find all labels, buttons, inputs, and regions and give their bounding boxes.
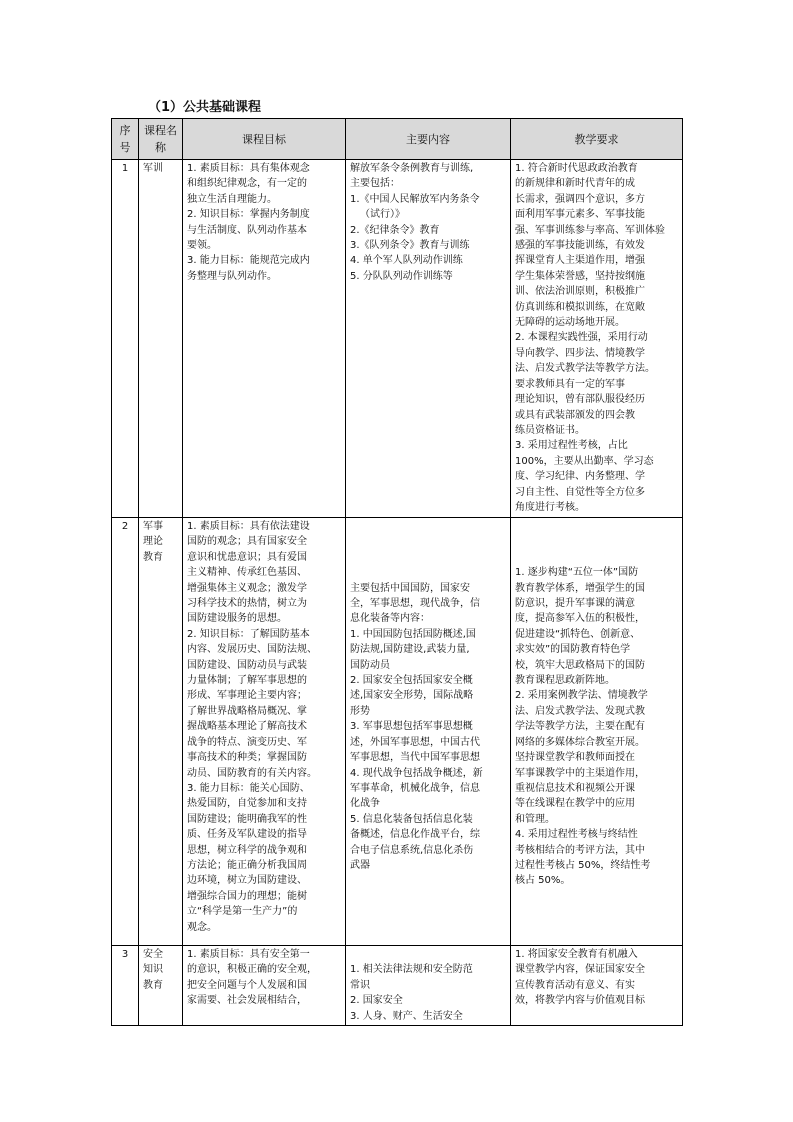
text-line: 3. 采用过程性考核，占比 xyxy=(515,440,628,452)
text-line: 等在线课程在教学中的应用 xyxy=(515,798,635,810)
text-line xyxy=(350,947,506,962)
text-line: 2. 知识目标：了解国防基本 xyxy=(187,628,310,640)
text-line: 100%，主要从出勤率、学习态 xyxy=(515,455,654,467)
text-line: 边环境，树立为国防建设、 xyxy=(187,875,307,887)
text-line: 3. 能力目标：能关心国防、 xyxy=(187,782,310,794)
text-line: 强、军事训练参与率高、军训体验 xyxy=(515,224,665,236)
text-line: 增强集体主义观念；激发学 xyxy=(187,582,307,594)
text-line: 促进建设“抓特色、创新意、 xyxy=(515,628,641,640)
row-number: 3 xyxy=(112,946,139,1026)
text-line: 形成、军事理论主要内容； xyxy=(187,690,307,702)
text-line: 主要包括： xyxy=(350,178,400,190)
text-line: 息化装备等内容： xyxy=(350,613,430,625)
header-name: 课程名称 xyxy=(139,119,183,160)
text-line: 5. 信息化装备包括信息化装 xyxy=(350,813,473,825)
text-line: 2. 知识目标：掌握内务制度 xyxy=(187,209,310,221)
text-line: 主义精神、传承红色基因、 xyxy=(187,567,307,579)
text-line: 增强综合国力的理想；能树 xyxy=(187,890,307,902)
course-table xyxy=(111,118,683,1026)
course-name-line: 理论 xyxy=(143,536,163,548)
main-content-cell xyxy=(346,160,511,518)
text-line: 2.《纪律条令》教育 xyxy=(350,224,440,236)
text-line: 独立生活自理能力。 xyxy=(187,193,277,205)
text-line: 握战略基本理论了解高技术 xyxy=(187,721,307,733)
text-line: 内容、发展历史、国防法规、 xyxy=(187,644,317,656)
text-line: 2. 国家安全 xyxy=(350,995,403,1007)
text-line: 训、依法治训原则，积极推广 xyxy=(515,286,645,298)
text-line: 了解世界战略格局概况、掌 xyxy=(187,705,307,717)
text-line: 国防建设、国防动员与武装 xyxy=(187,659,307,671)
text-line: 质、任务及军队建设的指导 xyxy=(187,829,307,841)
text-line: 解放军条令条例教育与训练, xyxy=(350,163,474,174)
text-line xyxy=(515,550,678,565)
text-line: 无障碍的运动场地开展。 xyxy=(515,317,625,329)
text-line: 教育课程思政新阵地。 xyxy=(515,675,615,687)
text-line: 重视信息技术和视频公开课 xyxy=(515,782,635,794)
table-row xyxy=(112,160,683,518)
text-line: 学生集体荣誉感，坚持按纲施 xyxy=(515,270,645,282)
text-line: 思想，树立科学的战争观和 xyxy=(187,844,307,856)
text-line: 坚持课堂教学和教师面授在 xyxy=(515,752,635,764)
text-line: 和组织纪律观念，有一定的 xyxy=(187,178,307,190)
text-line: 校，筑牢大思政格局下的国防 xyxy=(515,659,645,671)
header-no: 序号 xyxy=(112,119,139,160)
text-line xyxy=(350,550,506,565)
text-line: 挥课堂育人主渠道作用，增强 xyxy=(515,255,645,267)
text-line: 习科学技术的热情，树立为 xyxy=(187,598,307,610)
text-line: 立“科学是第一生产力”的 xyxy=(187,906,298,918)
text-line: 务整理与队列动作。 xyxy=(187,270,277,282)
text-line: 宣传教育活动有意义、有实 xyxy=(515,979,635,991)
teaching-requirements-cell xyxy=(511,518,683,946)
text-line xyxy=(515,519,678,534)
table-row xyxy=(112,518,683,946)
text-line: 4. 采用过程性考核与终结性 xyxy=(515,829,638,841)
text-line: 3. 人身、财产、生活安全 xyxy=(350,1010,463,1022)
text-line: 角度进行考核。 xyxy=(515,501,585,513)
course-name-line: 军训 xyxy=(143,163,163,174)
text-line: 3. 军事思想包括军事思想概 xyxy=(350,721,473,733)
text-line xyxy=(350,565,506,580)
text-line: 过程性考核占 50%，终结性考 xyxy=(515,859,651,871)
course-name-line: 安全 xyxy=(143,949,163,960)
text-line: 学法等教学方法，主要在配有 xyxy=(515,721,645,733)
text-line: 国防建设；能明确我军的性 xyxy=(187,813,307,825)
text-line: 要领。 xyxy=(187,240,217,252)
header-requirements: 教学要求 xyxy=(511,119,683,160)
text-line: 动员、国防教育的有关内容。 xyxy=(187,767,317,779)
text-line: 常识 xyxy=(350,979,370,991)
text-line: 观念。 xyxy=(187,921,217,933)
header-content: 主要内容 xyxy=(346,119,511,160)
course-name xyxy=(139,946,183,1026)
text-line: 2. 本课程实践性强，采用行动 xyxy=(515,332,648,344)
text-line: 军事革命，机械化战争，信息 xyxy=(350,782,480,794)
text-line: 防意识，提升军事课的满意 xyxy=(515,598,635,610)
text-line: 1. 素质目标：具有安全第一 xyxy=(187,949,310,960)
text-line: 方法论；能正确分析我国周 xyxy=(187,859,307,871)
text-line: 导向教学、四步法、情境教学 xyxy=(515,347,645,359)
course-name-line: 知识 xyxy=(143,964,163,976)
text-line xyxy=(350,519,506,534)
text-line: 战争的特点、演变历史、军 xyxy=(187,736,307,748)
text-line: 感强的军事技能训练，有效发 xyxy=(515,240,645,252)
text-line: 1. 相关法律法规和安全防范 xyxy=(350,964,473,976)
text-line: 1. 中国国防包括国防概述,国 xyxy=(350,628,476,640)
text-line: 国防建设服务的思想。 xyxy=(187,613,287,625)
text-line: 法、启发式教学法等教学方法。 xyxy=(515,363,655,375)
text-line: 备概述，信息化作战平台，综 xyxy=(350,829,480,841)
text-line: 3.《队列条令》教育与训练 xyxy=(350,240,470,252)
text-line: 和管理。 xyxy=(515,813,555,825)
row-number: 2 xyxy=(112,518,139,946)
text-line: 要求教师具有一定的军事 xyxy=(515,378,625,390)
text-line: （试行）》 xyxy=(360,209,405,221)
text-line: 考核相结合的考评方法，其中 xyxy=(515,844,645,856)
text-line xyxy=(515,534,678,549)
text-line: 理论知识，曾有部队服役经历 xyxy=(515,394,645,406)
section-title: （1）公共基础课程 xyxy=(148,100,262,115)
text-line: 意识和忧患意识；具有爱国 xyxy=(187,551,307,563)
text-line: 把安全问题与个人发展和国 xyxy=(187,979,307,991)
text-line: 面利用军事元素多、军事技能 xyxy=(515,209,645,221)
text-line: 或具有武装部颁发的四会教 xyxy=(515,409,635,421)
text-line: 武器 xyxy=(350,859,370,871)
text-line: 网络的多媒体综合教室开展。 xyxy=(515,736,645,748)
teaching-requirements-cell xyxy=(511,160,683,518)
text-line: 3. 能力目标：能规范完成内 xyxy=(187,255,310,267)
header-row xyxy=(112,119,683,160)
text-line: 国防动员 xyxy=(350,659,390,671)
text-line: 力量体制；了解军事思想的 xyxy=(187,675,307,687)
text-line: 1. 符合新时代思政政治教育 xyxy=(515,163,638,174)
text-line: 1. 将国家安全教育有机融入 xyxy=(515,949,638,960)
course-name-line: 教育 xyxy=(143,551,163,563)
course-name-line: 教育 xyxy=(143,979,163,991)
teaching-requirements-cell xyxy=(511,946,683,1026)
text-line: 1.《中国人民解放军内务条令 xyxy=(350,193,480,205)
course-goals-cell xyxy=(183,518,346,946)
text-line: 述,国家安全形势，国际战略 xyxy=(350,690,474,702)
text-line: 法、启发式教学法、发现式教 xyxy=(515,705,645,717)
text-line: 述，外国军事思想，中国古代 xyxy=(350,736,480,748)
text-line: 军事课教学中的主渠道作用， xyxy=(515,767,645,779)
text-line: 合电子信息系统,信息化杀伤 xyxy=(350,844,474,856)
text-line: 求实效”的国防教育特色学 xyxy=(515,644,631,656)
text-line: 形势 xyxy=(350,705,370,717)
text-line: 习自主性、自觉性等全方位多 xyxy=(515,486,645,498)
text-line: 家需要、社会发展相结合， xyxy=(187,995,307,1007)
text-line: 防法规,国防建设,武装力量, xyxy=(350,644,470,656)
main-content-cell xyxy=(346,518,511,946)
text-line: 度，提高参军入伍的积极性， xyxy=(515,613,645,625)
text-line: 1. 素质目标：具有依法建设 xyxy=(187,521,310,532)
text-line: 核占 50%。 xyxy=(515,875,571,887)
header-goals: 课程目标 xyxy=(183,119,346,160)
course-name xyxy=(139,160,183,518)
text-line: 度、学习纪律、内务整理、学 xyxy=(515,471,645,483)
course-name xyxy=(139,518,183,946)
row-number: 1 xyxy=(112,160,139,518)
text-line: 国防的观念；具有国家安全 xyxy=(187,536,307,548)
main-content-cell xyxy=(346,946,511,1026)
course-goals-cell xyxy=(183,946,346,1026)
text-line: 4. 单个军人队列动作训练 xyxy=(350,255,463,267)
text-line: 的意识，积极正确的安全观， xyxy=(187,964,317,976)
text-line: 事高技术的种类；掌握国防 xyxy=(187,752,307,764)
text-line: 热爱国防，自觉参加和支持 xyxy=(187,798,307,810)
text-line: 教育教学体系，增强学生的国 xyxy=(515,582,645,594)
text-line: 的新规律和新时代青年的成 xyxy=(515,178,635,190)
course-name-line: 军事 xyxy=(143,521,163,532)
text-line: 2. 采用案例教学法、情境教学 xyxy=(515,690,648,702)
text-line: 主要包括中国国防，国家安 xyxy=(350,582,470,594)
table-row xyxy=(112,946,683,1026)
text-line: 练员资格证书。 xyxy=(515,424,585,436)
text-line: 全，军事思想，现代战争，信 xyxy=(350,598,480,610)
text-line: 与生活制度、队列动作基本 xyxy=(187,224,307,236)
text-line: 1. 素质目标：具有集体观念 xyxy=(187,163,310,174)
text-line: 长需求，强调四个意识，多方 xyxy=(515,193,645,205)
text-line: 效，将教学内容与价值观目标 xyxy=(515,995,645,1007)
course-goals-cell xyxy=(183,160,346,518)
text-line: 课堂教学内容，保证国家安全 xyxy=(515,964,645,976)
text-line: 5. 分队队列动作训练等 xyxy=(350,270,453,282)
text-line: 4. 现代战争包括战争概述，新 xyxy=(350,767,483,779)
text-line xyxy=(350,534,506,549)
text-line: 仿真训练和模拟训练，在宽敞 xyxy=(515,301,645,313)
text-line: 1. 逐步构建“五位一体”国防 xyxy=(515,567,639,579)
text-line: 2. 国家安全包括国家安全概 xyxy=(350,675,473,687)
text-line: 军事思想，当代中国军事思想 xyxy=(350,752,480,764)
text-line: 化战争 xyxy=(350,798,380,810)
